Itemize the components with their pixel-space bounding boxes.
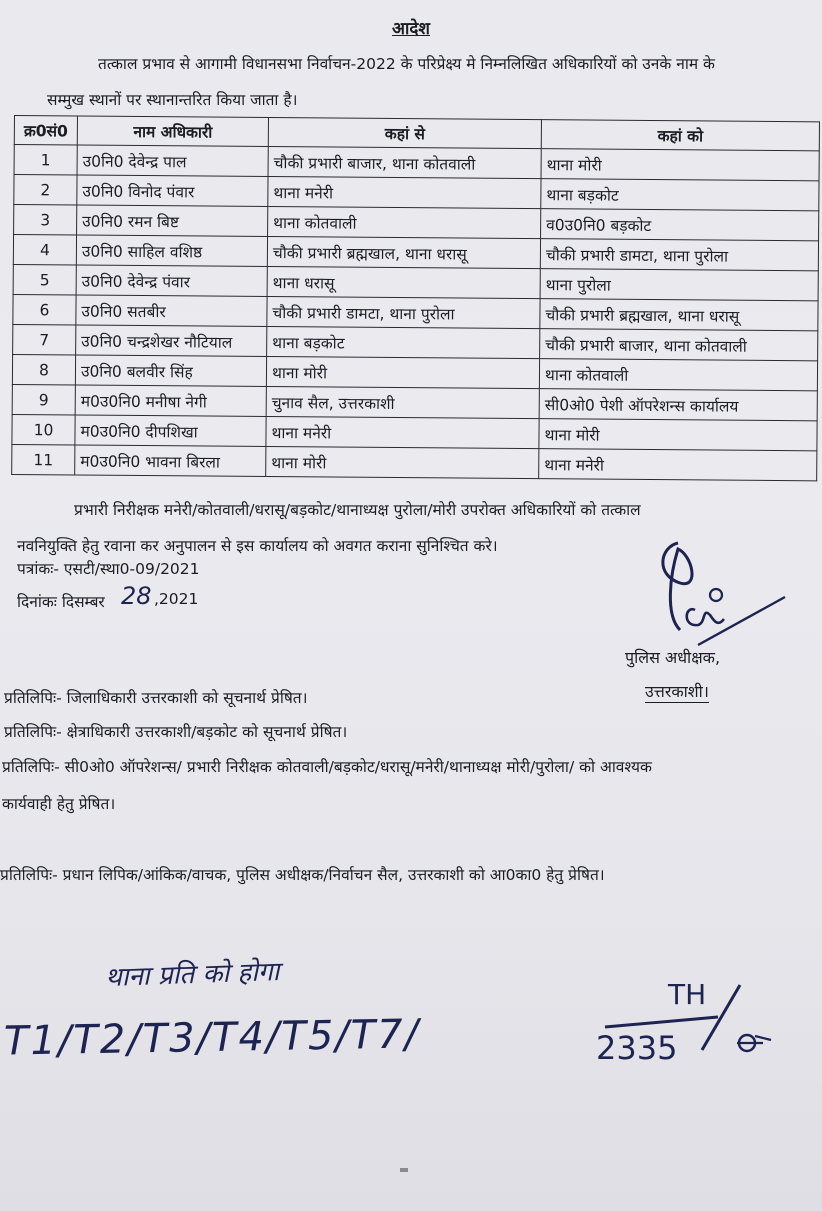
row-serial: 6 [13, 294, 76, 324]
stamp-scribble [733, 1030, 773, 1055]
table-row [12, 444, 817, 480]
date-year: ,2021 [154, 590, 199, 608]
row-officer-name: म0उ0नि0 मनीषा नेगी [75, 385, 266, 416]
row-from: थाना कोतवाली [268, 206, 541, 238]
row-officer-name: उ0नि0 देवेन्द्र पाल [77, 145, 268, 176]
row-to: व0उ0नि0 बड़कोट [541, 209, 819, 241]
row-officer-name: उ0नि0 देवेन्द्र पंवार [76, 265, 267, 296]
row-serial: 11 [12, 444, 75, 474]
stamp-top-text: TH [668, 978, 707, 1011]
row-serial: 3 [14, 205, 77, 235]
handwritten-sequence: T1/T2/T3/T4/T5/T7/ [3, 1011, 421, 1065]
row-to: चौकी प्रभारी ब्रह्मखाल, थाना धरासू [540, 299, 818, 331]
header-serial: क्र0सं0 [14, 116, 77, 145]
row-officer-name: उ0नि0 विनोद पंवार [77, 175, 268, 206]
row-to: थाना बड़कोट [541, 179, 819, 211]
row-from: चौकी प्रभारी बाजार, थाना कोतवाली [268, 146, 541, 178]
row-serial: 10 [12, 414, 75, 444]
signatory-place: उत्तरकाशी। [645, 682, 709, 701]
document-title: आदेश [392, 19, 430, 39]
date-label: दिनांकः दिसम्बर [17, 593, 105, 611]
row-from: थाना मनेरी [266, 416, 539, 448]
handwritten-note: थाना प्रति को होगा [104, 956, 280, 994]
row-serial: 4 [13, 235, 76, 265]
officer-signature [640, 535, 790, 655]
instruction-line-2: नवनियुक्ति हेतु रवाना कर अनुपालन से इस कार्यालय को अवगत कराना सुनिश्चित करे। [17, 537, 498, 555]
row-from: थाना मोरी [266, 356, 539, 388]
header-officer-name: नाम अधिकारी [77, 116, 268, 146]
row-officer-name: उ0नि0 चन्द्रशेखर नौटियाल [76, 325, 267, 356]
row-officer-name: म0उ0नि0 दीपशिखा [75, 415, 266, 446]
copy-line-5: प्रतिलिपिः- प्रधान लिपिक/आंकिक/वाचक, पुलिस अधीक्षक/निर्वाचन सैल, उत्तरकाशी को आ0का0 हेतु प्रेषित। [0, 866, 605, 884]
row-serial: 7 [13, 324, 76, 354]
stamp-number: 2335 [596, 1029, 678, 1067]
row-from: थाना बड़कोट [267, 326, 540, 358]
table-body [12, 145, 820, 481]
copy-line-2: प्रतिलिपिः- क्षेत्राधिकारी उत्तरकाशी/बड़कोट को सूचनार्थ प्रेषित। [4, 723, 348, 741]
copy-line-1: प्रतिलिपिः- जिलाधिकारी उत्तरकाशी को सूचनार्थ प्रेषित। [4, 689, 308, 707]
row-officer-name: उ0नि0 रमन बिष्ट [77, 205, 268, 236]
paper-mark [400, 1168, 408, 1172]
row-from: थाना मनेरी [268, 176, 541, 208]
row-to: थाना मनेरी [539, 449, 817, 481]
header-from: कहां से [268, 117, 541, 148]
row-officer-name: उ0नि0 साहिल वशिष्ठ [76, 235, 267, 266]
transfer-table [11, 115, 820, 481]
row-to: थाना मोरी [539, 419, 817, 451]
instruction-line-1: प्रभारी निरीक्षक मनेरी/कोतवाली/धरासू/बड़कोट/थानाध्यक्ष पुरोला/मोरी उपरोक्त अधिकारियों को तत्काल [74, 501, 641, 519]
row-officer-name: उ0नि0 बलवीर सिंह [75, 355, 266, 386]
row-serial: 9 [12, 384, 75, 414]
row-serial: 8 [12, 354, 75, 384]
copy-line-3: प्रतिलिपिः- सी0ओ0 ऑपरेशन्स/ प्रभारी निरीक्षक कोतवाली/बड़कोट/धरासू/मनेरी/थानाध्यक्ष मोरी/पुरोला/ को आवश्यक [2, 758, 652, 776]
row-from: थाना धरासू [267, 266, 540, 298]
row-from: चुनाव सैल, उत्तरकाशी [266, 386, 539, 418]
row-to: थाना पुरोला [540, 269, 818, 301]
reference-number: पत्रांकः- एसटी/स्था0-09/2021 [17, 560, 200, 578]
row-serial: 1 [14, 145, 77, 175]
row-to: थाना मोरी [541, 149, 819, 181]
row-from: थाना मोरी [266, 446, 539, 478]
row-to: चौकी प्रभारी बाजार, थाना कोतवाली [540, 329, 818, 361]
row-to: चौकी प्रभारी डामटा, थाना पुरोला [540, 239, 818, 271]
row-serial: 2 [14, 175, 77, 205]
row-from: चौकी प्रभारी डामटा, थाना पुरोला [267, 296, 540, 328]
intro-line-1: तत्काल प्रभाव से आगामी विधानसभा निर्वाचन-2022 के परिप्रेक्ष्य मे निम्नलिखित अधिकारियों को उनके नाम के [98, 55, 715, 73]
row-officer-name: उ0नि0 सतबीर [76, 295, 267, 326]
row-officer-name: म0उ0नि0 भावना बिरला [75, 445, 266, 476]
header-to: कहां को [541, 120, 819, 151]
row-to: थाना कोतवाली [539, 359, 817, 391]
row-from: चौकी प्रभारी ब्रह्मखाल, थाना धरासू [267, 236, 540, 268]
copy-line-4: कार्यवाही हेतु प्रेषित। [2, 795, 116, 813]
row-serial: 5 [13, 264, 76, 294]
date-day-handwritten: 28 [121, 582, 152, 610]
signatory-designation: पुलिस अधीक्षक, [625, 648, 721, 667]
row-to: सी0ओ0 पेशी ऑपरेशन्स कार्यालय [539, 389, 817, 421]
intro-line-2: सम्मुख स्थानों पर स्थानान्तरित किया जाता है। [47, 91, 298, 109]
